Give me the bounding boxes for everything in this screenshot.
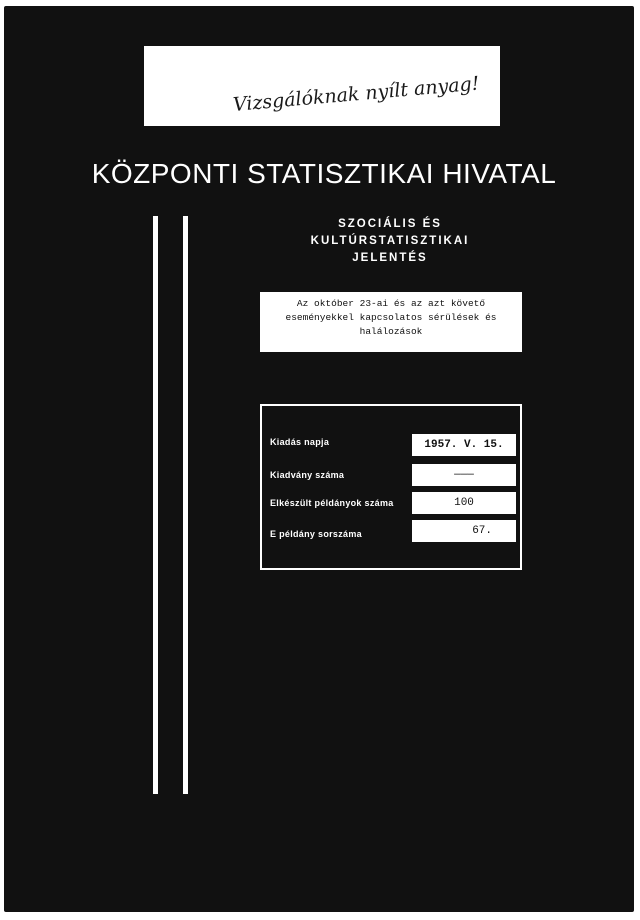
issue-date-label: Kiadás napja xyxy=(270,437,330,447)
publication-info-box xyxy=(260,404,522,570)
copies-count-label: Elkészült példányok száma xyxy=(270,498,394,508)
issue-date-value: 1957. V. 15. xyxy=(412,434,516,456)
vertical-rule-right xyxy=(183,216,188,794)
report-cover xyxy=(4,6,634,912)
publication-number-label: Kiadvány száma xyxy=(270,470,345,480)
copies-count-value: 100 xyxy=(412,492,516,514)
department-line-1: SZOCIÁLIS ÉS xyxy=(338,218,442,230)
institution-title: KÖZPONTI STATISZTIKAI HIVATAL xyxy=(91,158,557,189)
copy-serial-value: 67. xyxy=(412,520,516,542)
publication-number-value: ——— xyxy=(412,464,516,486)
handwritten-note: Vizsgálóknak nyílt anyag! xyxy=(232,72,481,116)
department-line-3: JELENTÉS xyxy=(352,252,428,264)
department-line-2: KULTÚRSTATISZTIKAI xyxy=(310,235,470,247)
department-heading xyxy=(270,216,510,267)
copy-serial-label: E példány sorszáma xyxy=(270,529,362,539)
report-subject: Az október 23-ai és az azt követő eseményekkel kapcsolatos sérülések és halálozások xyxy=(260,292,522,352)
handwritten-label xyxy=(144,46,500,126)
vertical-rule-left xyxy=(153,216,158,794)
